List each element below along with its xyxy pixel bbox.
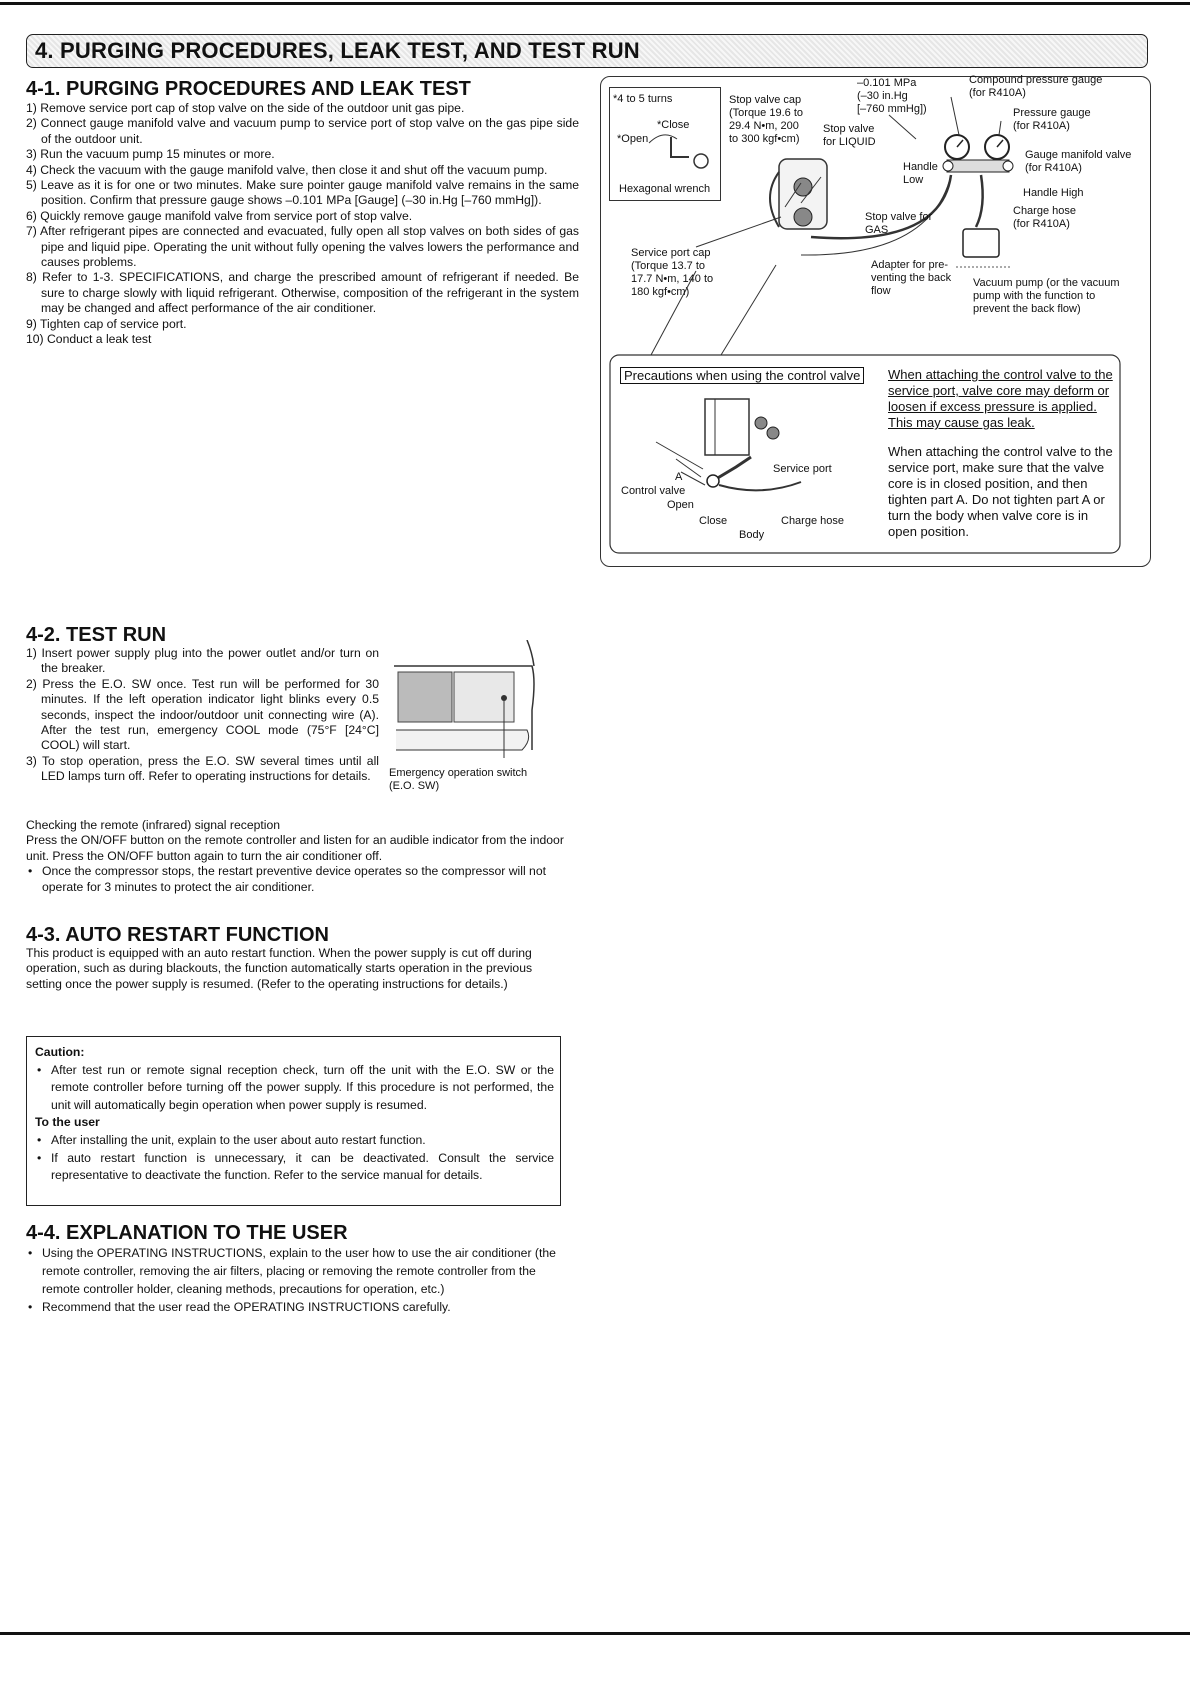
label-handle-high: Handle High [1023, 187, 1084, 199]
heading-test-run: 4-2. TEST RUN [26, 624, 167, 646]
caution-box [26, 1036, 561, 1206]
label-open-2: Open [667, 499, 694, 511]
remote-check-text: Press the ON/OFF button on the remote controller and listen for an audible indicator from the indoor unit. Press the ON/OFF button again to turn the air conditioner off. [26, 833, 564, 863]
label-charge-hose-r410a: Charge hose (for R410A) [1013, 205, 1076, 230]
purging-steps [26, 101, 579, 348]
auto-restart-text: This product is equipped with an auto restart function. When the power supply is cut off during operation, such as during blackouts, the function automatically starts operation in the previous setting once the power supply is resumed. (Refer to the operating instructions for details.) [26, 946, 533, 991]
label-pressure-reading: –0.101 MPa (–30 in.Hg [–760 mmHg]) [857, 77, 927, 115]
heading-purging: 4-1. PURGING PROCEDURES AND LEAK TEST [26, 78, 471, 100]
label-close-2: Close [699, 515, 728, 527]
label-hex-wrench: Hexagonal wrench [619, 183, 711, 195]
label-handle-low: Handle Low [903, 161, 938, 186]
purging-step: 4) Check the vacuum with the gauge manifold valve, then close it and shut off the vacuum pump. [26, 162, 548, 177]
purging-diagram [600, 76, 1151, 567]
test-run-step: 3) To stop operation, press the E.O. SW several times until all LED lamps turn off. Refer to operating instructions for details. [26, 753, 379, 784]
label-open: *Open [617, 133, 649, 145]
purging-step: 2) Connect gauge manifold valve and vacuum pump to service port of stop valve on the gas pipe side of the outdoor unit. [26, 116, 579, 146]
user-item: • After installing the unit, explain to the user about auto restart function. [35, 1132, 554, 1150]
user-title: To the user [35, 1115, 100, 1130]
purging-step: 7) After refrigerant pipes are connected and evacuated, fully open all stop valves on both sides of gas pipe and liquid pipe. Operating the unit without fully opening the valves lowers the performance and causes problems. [26, 224, 579, 270]
label-vacuum-pump: Vacuum pump (or the vacuum pump with the function to prevent the back flow) [973, 277, 1120, 315]
purging-step: 1) Remove service port cap of stop valve on the side of the outdoor unit gas pipe. [26, 101, 465, 115]
banner-title: 4. PURGING PROCEDURES, LEAK TEST, AND TEST RUN [35, 38, 640, 63]
purging-step: 8) Refer to 1-3. SPECIFICATIONS, and charge the prescribed amount of refrigerant if needed. Be sure to charge slowly with liquid refrigerant. Otherwise, composition of the refrigerant in the system may be changed and affect performance of the air conditioner. [26, 270, 579, 316]
purging-step: 5) Leave as it is for one or two minutes. Make sure pointer gauge manifold valve remains in the same position. Confirm that pressure gauge shows –0.101 MPa [Gauge] (–30 in.Hg [–760 mmHg]). [26, 178, 579, 208]
explanation-item: • Recommend that the user read the OPERATING INSTRUCTIONS carefully. [26, 1298, 566, 1316]
test-run-steps [26, 646, 379, 785]
purging-step: 6) Quickly remove gauge manifold valve from service port of stop valve. [26, 208, 413, 223]
top-rule [0, 2, 1190, 5]
section-banner [26, 34, 1148, 68]
explanation-item: • Using the OPERATING INSTRUCTIONS, explain to the user how to use the air conditioner (the remote controller, removing the air filters, placing or removing the remote controller from the remote controller holder, cleaning methods, precautions for operation, etc.) [26, 1244, 566, 1298]
precaution-warning: When attaching the control valve to the service port, valve core may deform or loosen if excess pressure is applied. This may cause gas leak. [888, 367, 1113, 430]
heading-explanation: 4-4. EXPLANATION TO THE USER [26, 1222, 348, 1244]
label-service-port: Service port [773, 463, 832, 475]
label-close: *Close [657, 119, 690, 131]
precaution-note: When attaching the control valve to the service port, make sure that the valve core is in closed position, and then tighten part A. Do not tighten part A or turn the body when valve core is in open position. [888, 444, 1113, 539]
heading-auto-restart: 4-3. AUTO RESTART FUNCTION [26, 924, 329, 946]
purging-step: 10) Conduct a leak test [26, 332, 152, 347]
purging-step: 9) Tighten cap of service port. [26, 316, 187, 331]
label-pressure-gauge: Pressure gauge (for R410A) [1013, 107, 1091, 132]
label-eo-switch: Emergency operation switch (E.O. SW) [389, 767, 528, 792]
label-stop-valve-liquid: Stop valve for LIQUID [823, 123, 876, 148]
label-control-valve: Control valve [621, 485, 686, 497]
label-a: A [675, 471, 683, 483]
label-adapter: Adapter for pre- venting the back flow [871, 259, 952, 297]
label-body: Body [739, 529, 765, 541]
remote-check [26, 818, 566, 895]
caution-item: • After test run or remote signal reception check, turn off the unit with the E.O. SW or the remote controller before turning off the power supply. If this procedure is not performed, the unit will automatically begin operation when power supply is resumed. [35, 1062, 554, 1115]
user-item: • If auto restart function is unnecessary, it can be deactivated. Consult the service representative to deactivate the function. Refer to the service manual for details. [35, 1150, 554, 1185]
test-run-step: 1) Insert power supply plug into the power outlet and/or turn on the breaker. [26, 646, 379, 676]
caution-title: Caution: [35, 1045, 85, 1059]
label-compound-gauge: Compound pressure gauge (for R410A) [969, 74, 1103, 99]
label-service-port-cap: Service port cap (Torque 13.7 to 17.7 N•m, 140 to 180 kgf•cm) [631, 247, 714, 298]
bottom-rule [0, 1632, 1190, 1635]
label-charge-hose: Charge hose [781, 515, 844, 527]
label-manifold-valve: Gauge manifold valve (for R410A) [1025, 149, 1132, 174]
remote-check-bullet: • Once the compressor stops, the restart preventive device operates so the compressor will not operate for 3 minutes to protect the air conditioner. [26, 864, 566, 895]
test-run-step: 2) Press the E.O. SW once. Test run will be performed for 30 minutes. If the left operation indicator light blinks every 0.5 seconds, inspect the indoor/outdoor unit connecting wire (A). After the test run, emergency COOL mode (75°F [24°C] COOL) will start. [26, 676, 379, 753]
remote-check-title: Checking the remote (infrared) signal reception [26, 818, 281, 832]
purging-step: 3) Run the vacuum pump 15 minutes or more. [26, 147, 275, 162]
label-stop-valve-cap: Stop valve cap (Torque 19.6 to 29.4 N•m, 200 to 300 kgf•cm) [729, 94, 803, 145]
explanation-list [26, 1244, 566, 1316]
indoor-unit-illustration [392, 640, 542, 760]
label-stop-valve-gas: Stop valve for GAS [865, 211, 933, 236]
precaution-title: Precautions when using the control valve [620, 367, 864, 384]
label-turns: *4 to 5 turns [613, 93, 673, 105]
